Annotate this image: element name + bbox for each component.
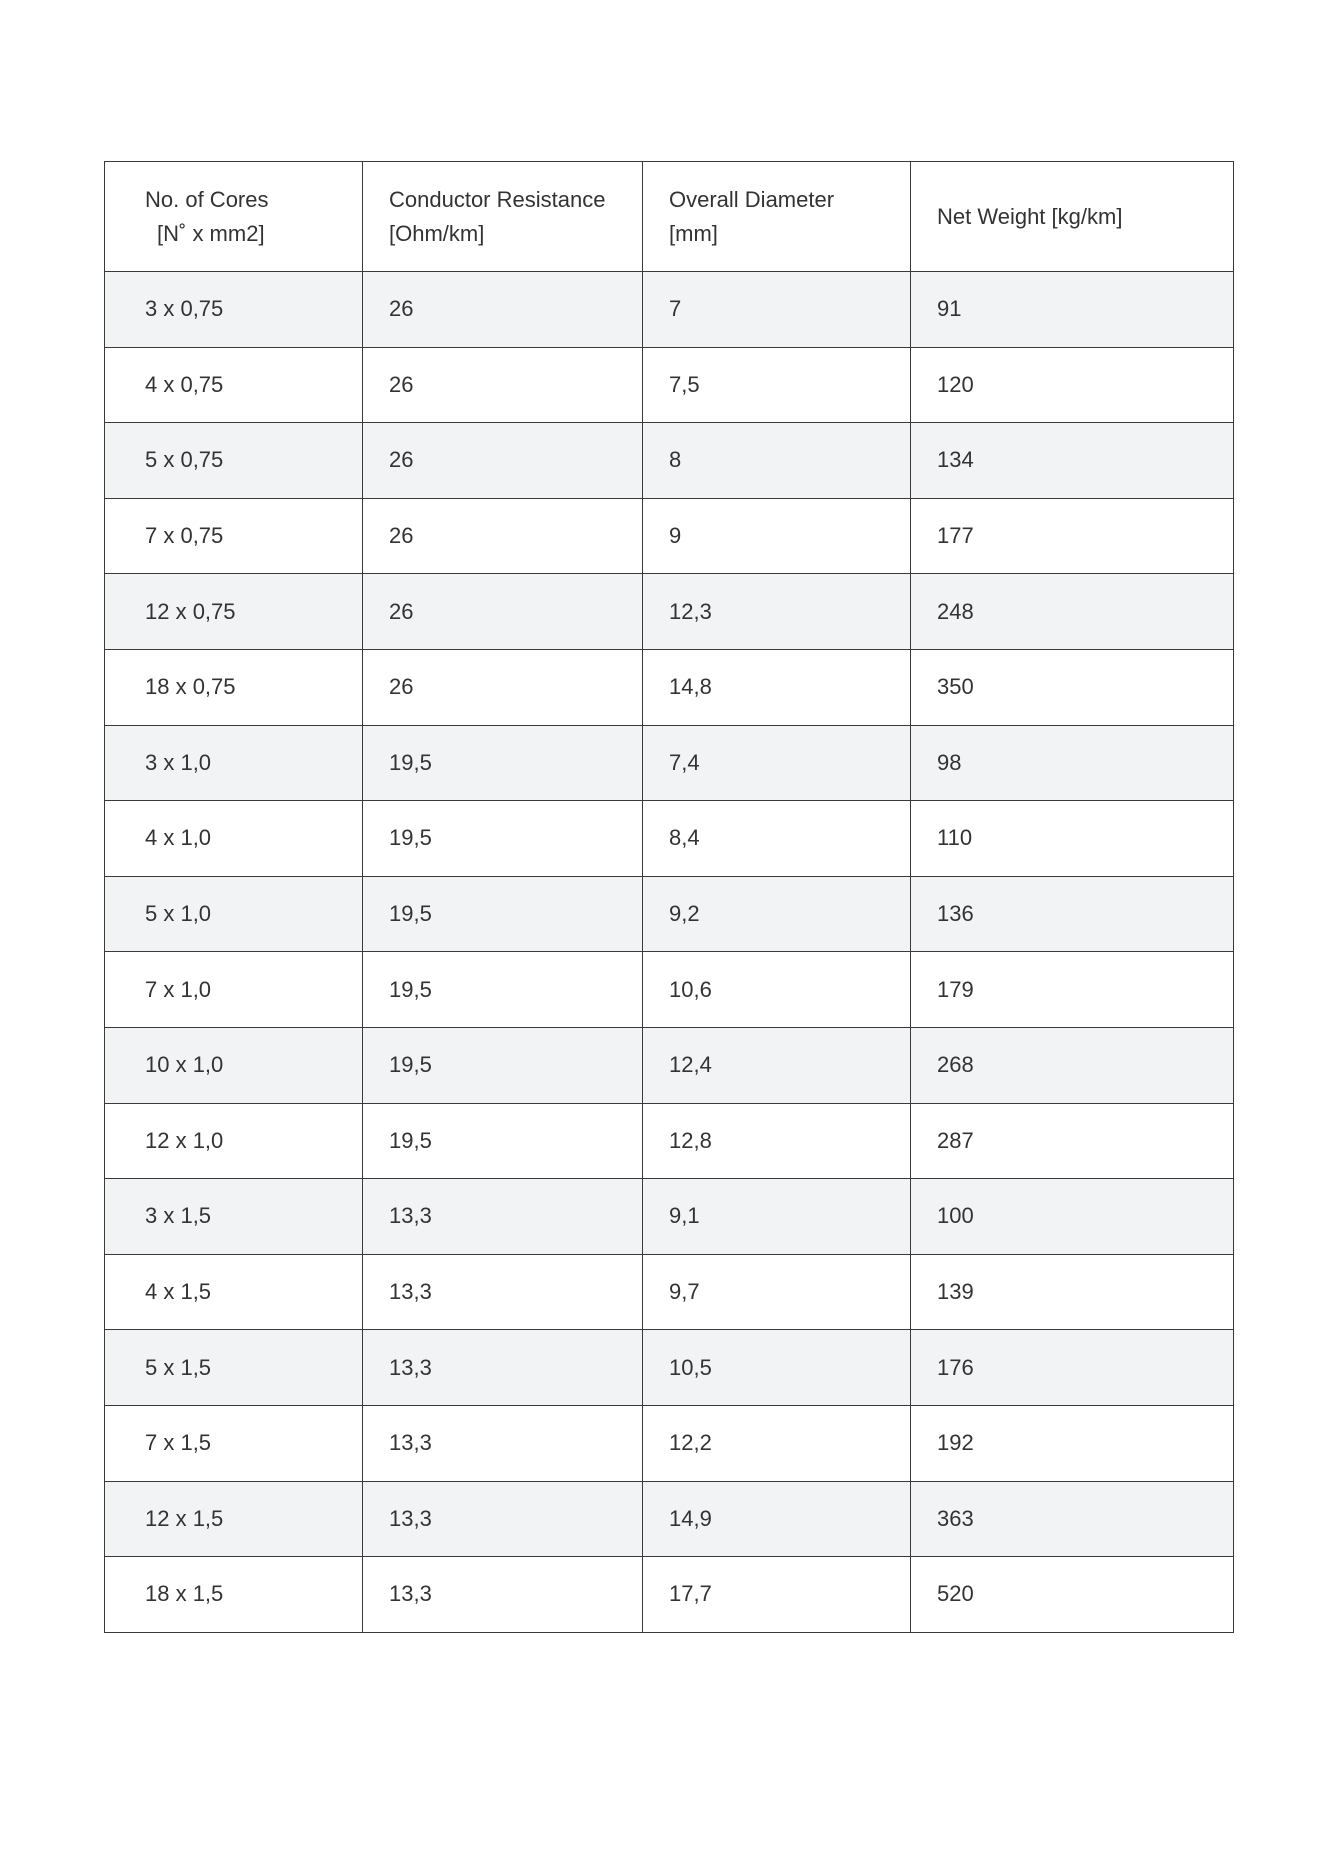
cell-diameter: 12,3 <box>643 574 911 650</box>
table-row <box>105 1027 1234 1103</box>
table-row <box>105 725 1234 801</box>
cell-resistance: 13,3 <box>363 1254 643 1330</box>
table-row <box>105 498 1234 574</box>
cell-diameter: 7 <box>643 272 911 348</box>
cell-diameter: 8 <box>643 423 911 499</box>
table-row <box>105 423 1234 499</box>
header-cores <box>105 162 363 272</box>
cell-cores: 10 x 1,0 <box>105 1027 363 1103</box>
cell-cores: 3 x 0,75 <box>105 272 363 348</box>
table-row <box>105 801 1234 877</box>
cell-diameter: 12,4 <box>643 1027 911 1103</box>
cell-cores: 18 x 0,75 <box>105 649 363 725</box>
cable-spec-table <box>104 161 1234 1633</box>
header-cores-title: No. of Cores <box>145 186 269 212</box>
cell-weight: 520 <box>911 1557 1234 1633</box>
header-diameter-title: Overall Diameter <box>669 186 835 212</box>
cell-weight: 287 <box>911 1103 1234 1179</box>
cell-diameter: 12,2 <box>643 1405 911 1481</box>
cell-cores: 7 x 1,0 <box>105 952 363 1028</box>
header-weight <box>911 162 1234 272</box>
cell-resistance: 13,3 <box>363 1557 643 1633</box>
header-weight-title: Net Weight [kg/km] <box>937 203 1123 229</box>
cell-weight: 192 <box>911 1405 1234 1481</box>
cell-diameter: 17,7 <box>643 1557 911 1633</box>
table-row <box>105 1557 1234 1633</box>
cell-diameter: 12,8 <box>643 1103 911 1179</box>
cell-resistance: 13,3 <box>363 1330 643 1406</box>
table-row <box>105 1405 1234 1481</box>
cell-cores: 5 x 0,75 <box>105 423 363 499</box>
cell-diameter: 8,4 <box>643 801 911 877</box>
cell-diameter: 9,1 <box>643 1179 911 1255</box>
cell-resistance: 26 <box>363 498 643 574</box>
cell-weight: 268 <box>911 1027 1234 1103</box>
cell-cores: 12 x 1,5 <box>105 1481 363 1557</box>
table-header-row <box>105 162 1234 272</box>
cell-diameter: 10,5 <box>643 1330 911 1406</box>
cell-cores: 18 x 1,5 <box>105 1557 363 1633</box>
cell-cores: 7 x 0,75 <box>105 498 363 574</box>
cell-cores: 12 x 0,75 <box>105 574 363 650</box>
cell-cores: 4 x 1,0 <box>105 801 363 877</box>
table-row <box>105 272 1234 348</box>
header-resistance <box>363 162 643 272</box>
cell-resistance: 26 <box>363 272 643 348</box>
cell-cores: 4 x 1,5 <box>105 1254 363 1330</box>
cell-weight: 139 <box>911 1254 1234 1330</box>
cell-diameter: 14,9 <box>643 1481 911 1557</box>
cell-resistance: 13,3 <box>363 1405 643 1481</box>
header-resistance-unit: [Ohm/km] <box>389 220 485 246</box>
cell-resistance: 26 <box>363 649 643 725</box>
cell-cores: 4 x 0,75 <box>105 347 363 423</box>
cell-resistance: 26 <box>363 574 643 650</box>
cell-diameter: 9,2 <box>643 876 911 952</box>
header-diameter <box>643 162 911 272</box>
cell-diameter: 10,6 <box>643 952 911 1028</box>
cell-resistance: 26 <box>363 423 643 499</box>
cell-weight: 176 <box>911 1330 1234 1406</box>
table-row <box>105 1330 1234 1406</box>
cell-resistance: 13,3 <box>363 1179 643 1255</box>
cell-diameter: 9,7 <box>643 1254 911 1330</box>
cell-cores: 5 x 1,5 <box>105 1330 363 1406</box>
table-row <box>105 876 1234 952</box>
cell-resistance: 19,5 <box>363 801 643 877</box>
cell-cores: 7 x 1,5 <box>105 1405 363 1481</box>
cell-resistance: 19,5 <box>363 1027 643 1103</box>
table-row <box>105 1103 1234 1179</box>
cell-resistance: 19,5 <box>363 952 643 1028</box>
cell-resistance: 13,3 <box>363 1481 643 1557</box>
cell-diameter: 9 <box>643 498 911 574</box>
table-row <box>105 347 1234 423</box>
cell-weight: 110 <box>911 801 1234 877</box>
cell-weight: 363 <box>911 1481 1234 1557</box>
table-row <box>105 952 1234 1028</box>
table-row <box>105 1254 1234 1330</box>
cell-cores: 5 x 1,0 <box>105 876 363 952</box>
table-row <box>105 649 1234 725</box>
cell-resistance: 19,5 <box>363 1103 643 1179</box>
cell-weight: 120 <box>911 347 1234 423</box>
cell-weight: 91 <box>911 272 1234 348</box>
cell-weight: 100 <box>911 1179 1234 1255</box>
cell-cores: 12 x 1,0 <box>105 1103 363 1179</box>
table-row <box>105 1179 1234 1255</box>
table-body <box>105 272 1234 1633</box>
cell-weight: 248 <box>911 574 1234 650</box>
cell-resistance: 26 <box>363 347 643 423</box>
cell-cores: 3 x 1,0 <box>105 725 363 801</box>
cell-resistance: 19,5 <box>363 876 643 952</box>
cell-weight: 136 <box>911 876 1234 952</box>
cell-diameter: 14,8 <box>643 649 911 725</box>
cell-weight: 98 <box>911 725 1234 801</box>
cell-weight: 179 <box>911 952 1234 1028</box>
table-row <box>105 1481 1234 1557</box>
header-cores-unit: [N˚ x mm2] <box>157 220 265 246</box>
cell-diameter: 7,4 <box>643 725 911 801</box>
header-resistance-title: Conductor Resistance <box>389 186 606 212</box>
cell-weight: 350 <box>911 649 1234 725</box>
cell-weight: 134 <box>911 423 1234 499</box>
cell-resistance: 19,5 <box>363 725 643 801</box>
cell-cores: 3 x 1,5 <box>105 1179 363 1255</box>
cell-diameter: 7,5 <box>643 347 911 423</box>
cell-weight: 177 <box>911 498 1234 574</box>
header-diameter-unit: [mm] <box>669 220 718 246</box>
table-row <box>105 574 1234 650</box>
